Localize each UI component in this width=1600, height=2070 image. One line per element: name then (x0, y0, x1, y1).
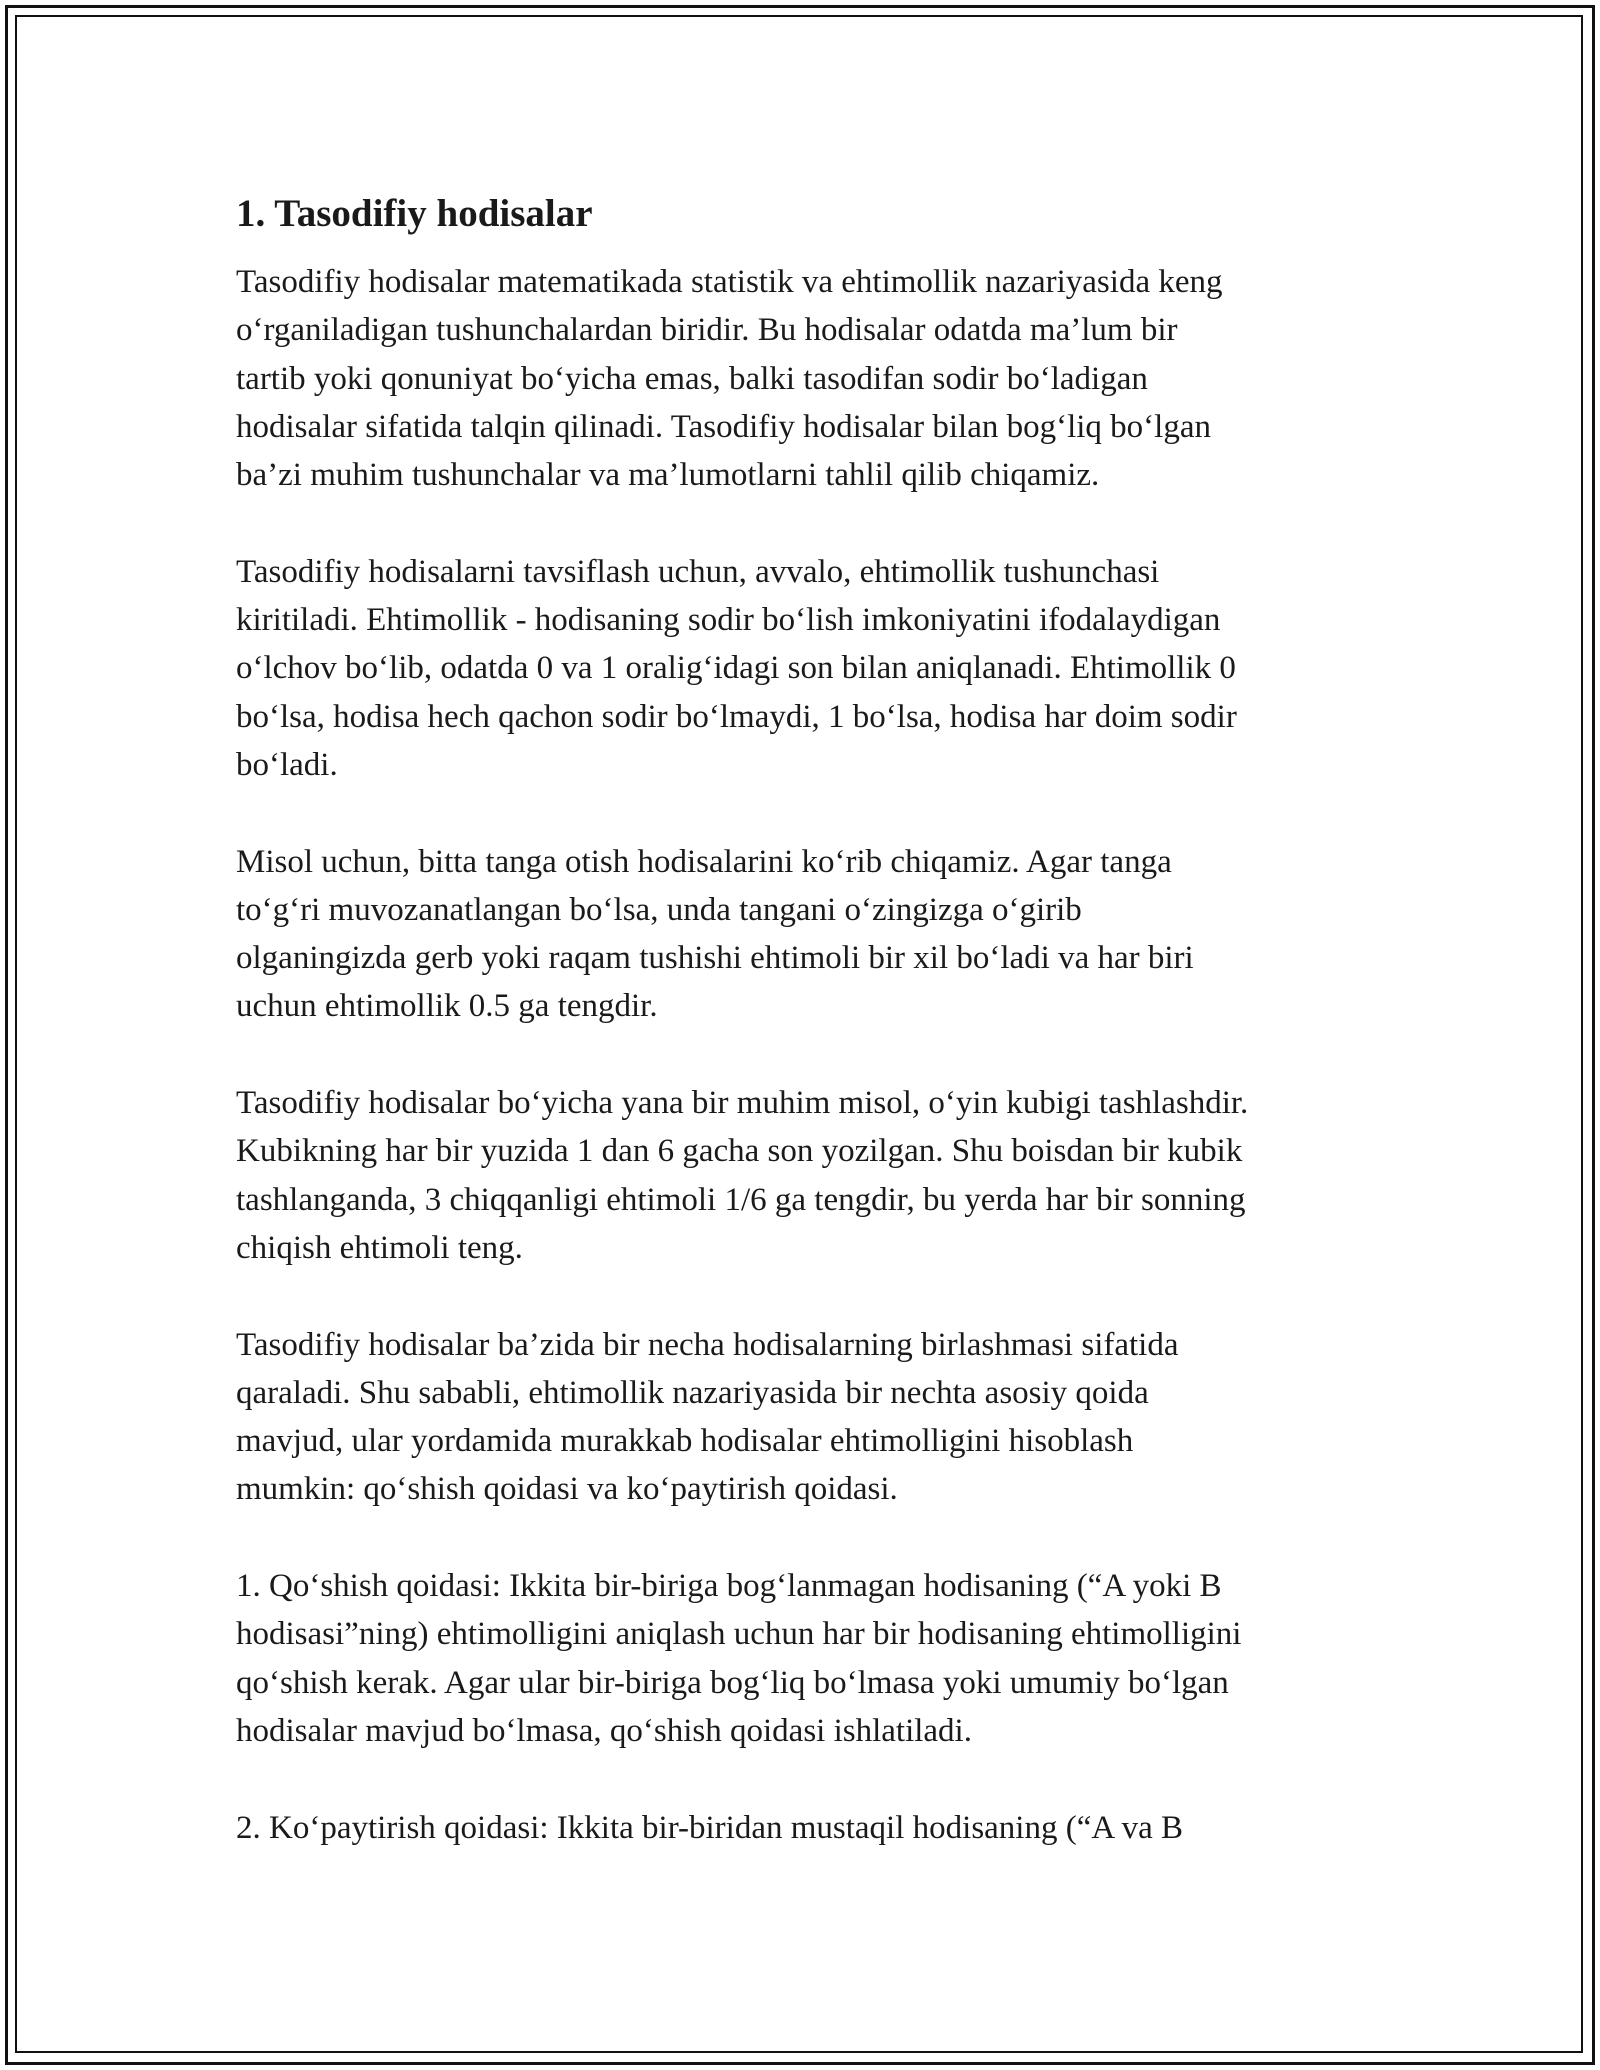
text-line: hodisalar mavjud bo‘lmasa, qo‘shish qoidasi ishlatiladi. (236, 1712, 972, 1749)
text-line: o‘rganiladigan tushunchalardan biridir. Bu hodisalar odatda ma’lum bir (236, 312, 1178, 349)
paragraph-probability (236, 548, 1376, 789)
text-line: 1. Qo‘shish qoidasi: Ikkita bir-biriga bog‘lanmagan hodisaning (“A yoki B (236, 1568, 1222, 1605)
text-line: mavjud, ular yordamida murakkab hodisalar ehtimolligini hisoblash (236, 1423, 1134, 1460)
paragraph-intro (236, 258, 1376, 499)
text-line: o‘lchov bo‘lib, odatda 0 va 1 oralig‘idagi son bilan aniqlanadi. Ehtimollik 0 (236, 650, 1236, 687)
text-line: bo‘ladi. (236, 746, 338, 783)
text-line: uchun ehtimollik 0.5 ga tengdir. (236, 988, 658, 1025)
text-line: Tasodifiy hodisalarni tavsiflash uchun, avvalo, ehtimollik tushunchasi (236, 553, 1160, 590)
text-line: bo‘lsa, hodisa hech qachon sodir bo‘lmaydi, 1 bo‘lsa, hodisa har doim sodir (236, 698, 1237, 735)
text-line: Tasodifiy hodisalar ba’zida bir necha hodisalarning birlashmasi sifatida (236, 1326, 1179, 1363)
text-line: hodisasi”ning) ehtimolligini aniqlash uchun har bir hodisaning ehtimolligini (236, 1616, 1242, 1653)
text-line: chiqish ehtimoli teng. (236, 1229, 523, 1266)
text-line: olganingizda gerb yoki raqam tushishi ehtimoli bir xil bo‘ladi va har biri (236, 940, 1194, 977)
text-line: hodisalar sifatida talqin qilinadi. Tasodifiy hodisalar bilan bog‘liq bo‘lgan (236, 408, 1211, 445)
text-line: kiritiladi. Ehtimollik - hodisaning sodir bo‘lish imkoniyatini ifodalaydigan (236, 602, 1221, 639)
text-line: Tasodifiy hodisalar matematikada statistik va ehtimollik nazariyasida keng (236, 264, 1223, 300)
text-line: tartib yoki qonuniyat bo‘yicha emas, balki tasodifan sodir bo‘ladigan (236, 360, 1148, 397)
paragraph-dice-example (236, 1079, 1376, 1272)
paragraph-coin-example (236, 838, 1376, 1031)
text-line: qaraladi. Shu sababli, ehtimollik nazariyasida bir nechta asosiy qoida (236, 1374, 1149, 1411)
text-line: ba’zi muhim tushunchalar va ma’lumotlarni tahlil qilib chiqamiz. (236, 457, 1100, 494)
text-line: Kubikning har bir yuzida 1 dan 6 gacha son yozilgan. Shu boisdan bir kubik (236, 1133, 1243, 1170)
section-heading: 1. Tasodifiy hodisalar (236, 192, 593, 235)
document-body (236, 186, 1376, 1852)
paragraph-combined-events (236, 1321, 1376, 1514)
text-line: Tasodifiy hodisalar bo‘yicha yana bir muhim misol, o‘yin kubigi tashlashdir. (236, 1085, 1249, 1122)
paragraph-multiplication-rule (236, 1804, 1376, 1852)
text-line: tashlanganda, 3 chiqqanligi ehtimoli 1/6 ga tengdir, bu yerda har bir sonning (236, 1181, 1246, 1218)
text-line: to‘g‘ri muvozanatlangan bo‘lsa, unda tangani o‘zingizga o‘girib (236, 891, 1082, 928)
paragraph-addition-rule (236, 1562, 1376, 1755)
text-line: mumkin: qo‘shish qoidasi va ko‘paytirish qoidasi. (236, 1471, 898, 1508)
text-line: qo‘shish kerak. Agar ular bir-biriga bog‘liq bo‘lmasa yoki umumiy bo‘lgan (236, 1664, 1229, 1701)
text-line: Misol uchun, bitta tanga otish hodisalarini ko‘rib chiqamiz. Agar tanga (236, 843, 1172, 880)
text-line: 2. Ko‘paytirish qoidasi: Ikkita bir-biridan mustaqil hodisaning (“A va B (236, 1809, 1184, 1846)
